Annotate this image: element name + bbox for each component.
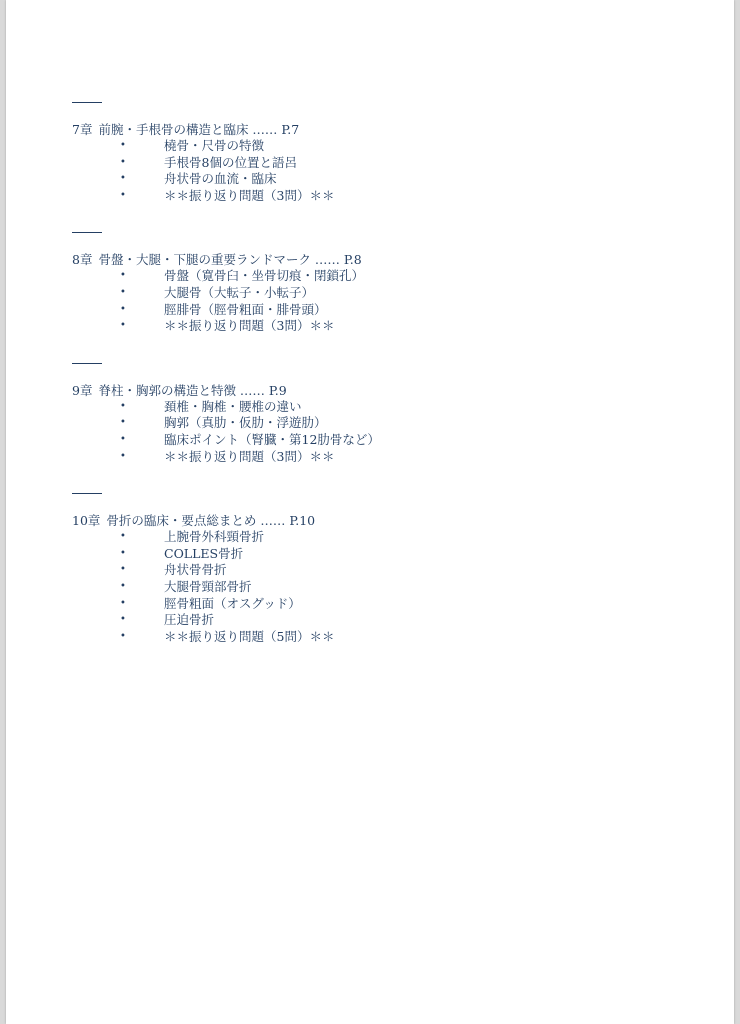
bullet-icon: •: [120, 286, 126, 298]
chapter-number: 7章: [72, 122, 93, 137]
bullet-icon: •: [120, 417, 126, 429]
list-item: [72, 612, 672, 629]
list-item: [72, 579, 672, 596]
list-item: [72, 546, 672, 563]
chapter-title: 前腕・手根骨の構造と臨床 …… P.7: [98, 122, 300, 137]
bullet-icon: •: [120, 630, 126, 642]
list-item-label: 臨床ポイント（腎臓・第12肋骨など）: [164, 431, 380, 447]
list-item-label: 脛腓骨（脛骨粗面・腓骨頭）: [164, 301, 327, 317]
list-item-label: 橈骨・尺骨の特徴: [164, 138, 265, 153]
list-item: [72, 596, 672, 613]
list-item-label: 手根骨8個の位置と語呂: [164, 154, 297, 170]
section-divider: [72, 102, 102, 103]
bullet-icon: •: [120, 433, 126, 445]
chapter-heading: [72, 512, 672, 529]
bullet-icon: •: [120, 270, 126, 282]
document-page: [6, 0, 734, 1024]
list-item: [72, 188, 672, 205]
list-item-label: ＊＊振り返り問題（5問）＊＊: [164, 628, 335, 644]
list-item-label: 上腕骨外科頸骨折: [164, 529, 265, 545]
chapter-heading: [72, 121, 672, 138]
list-item-label: 骨盤（寛骨臼・坐骨切痕・閉鎖孔）: [164, 268, 365, 284]
list-item: [72, 432, 672, 449]
chapter-title: 骨折の臨床・要点総まとめ …… P.10: [106, 513, 316, 529]
list-item-label: 舟状骨の血流・臨床: [164, 171, 277, 187]
toc-section-9: [72, 363, 672, 465]
bullet-icon: •: [120, 564, 126, 576]
list-item-label: 大腿骨（大転子・小転子）: [164, 284, 315, 300]
list-item: [72, 562, 672, 579]
section-divider: [72, 493, 102, 494]
list-item-label: 大腿骨頸部骨折: [164, 578, 252, 594]
bullet-icon: •: [120, 320, 126, 332]
chapter-title: 骨盤・大腿・下腿の重要ランドマーク …… P.8: [98, 252, 362, 268]
toc-section-10: [72, 493, 672, 645]
list-item: [72, 415, 672, 432]
list-item-label: 圧迫骨折: [164, 612, 215, 628]
topic-list: [72, 529, 672, 645]
topic-list: [72, 138, 672, 204]
list-item: [72, 629, 672, 646]
topic-list: [72, 399, 672, 465]
list-item-label: ＊＊振り返り問題（3問）＊＊: [164, 448, 335, 464]
list-item: [72, 155, 672, 172]
bullet-icon: •: [120, 303, 126, 315]
section-divider: [72, 232, 102, 233]
list-item: [72, 302, 672, 319]
list-item: [72, 268, 672, 285]
bullet-icon: •: [120, 547, 126, 559]
list-item: [72, 529, 672, 546]
chapter-number: 10章: [72, 513, 101, 529]
list-item: [72, 449, 672, 466]
list-item: [72, 171, 672, 188]
section-divider: [72, 363, 102, 364]
list-item-label: ＊＊振り返り問題（3問）＊＊: [164, 187, 335, 203]
bullet-icon: •: [120, 173, 126, 185]
chapter-number: 9章: [72, 382, 93, 398]
chapter-heading: [72, 251, 672, 268]
topic-list: [72, 268, 672, 334]
bullet-icon: •: [120, 140, 126, 151]
bullet-icon: •: [120, 189, 126, 201]
bullet-icon: •: [120, 614, 126, 626]
list-item-label: 胸郭（真肋・仮肋・浮遊肋）: [164, 415, 327, 431]
list-item-label: COLLES骨折: [164, 545, 244, 561]
list-item-label: 脛骨粗面（オスグッド）: [164, 595, 301, 611]
chapter-title: 脊柱・胸郭の構造と特徴 …… P.9: [98, 382, 287, 398]
bullet-icon: •: [120, 597, 126, 609]
list-item: [72, 138, 672, 155]
list-item-label: 舟状骨骨折: [164, 562, 227, 578]
list-item: [72, 399, 672, 416]
chapter-number: 8章: [72, 252, 93, 268]
list-item-label: ＊＊振り返り問題（3問）＊＊: [164, 318, 335, 334]
list-item: [72, 318, 672, 335]
bullet-icon: •: [120, 580, 126, 592]
list-item-label: 頚椎・胸椎・腰椎の違い: [164, 398, 302, 414]
list-item: [72, 285, 672, 302]
bullet-icon: •: [120, 400, 126, 412]
table-of-contents: [72, 102, 672, 673]
bullet-icon: •: [120, 531, 126, 543]
toc-section-7: [72, 102, 672, 204]
bullet-icon: •: [120, 450, 126, 462]
bullet-icon: •: [120, 156, 126, 168]
chapter-heading: [72, 382, 672, 399]
toc-section-8: [72, 232, 672, 334]
